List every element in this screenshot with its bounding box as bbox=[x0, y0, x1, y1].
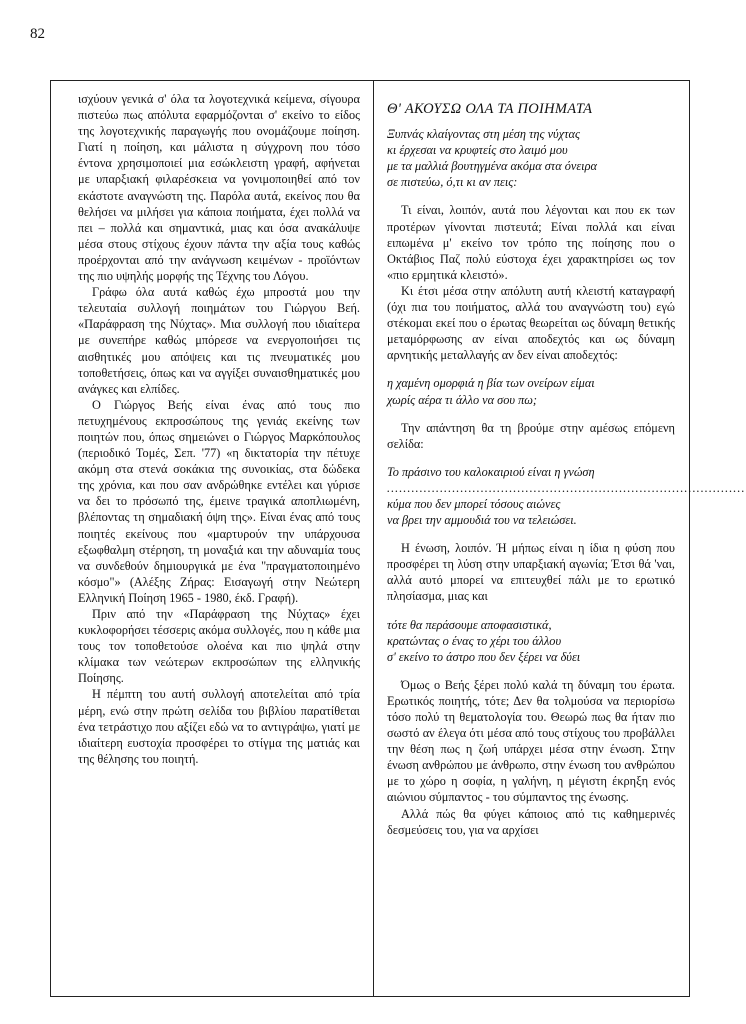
column-divider bbox=[373, 81, 374, 996]
right-paragraph-6: Αλλά πώς θα φύγει κάποιος από τις καθημερινές δεσμεύσεις του, για να αρχίσει bbox=[387, 806, 675, 837]
verse-line: κι έρχεσαι να κρυφτείς στο λαιμό μου bbox=[387, 143, 568, 158]
verse-quote-2 bbox=[387, 375, 675, 407]
left-paragraph-4: Πριν από την «Παράφραση της Νύχτας» έχει κυκλοφορήσει τέσσερις ακόμα συλλογές, που η κάθε μια τους τον τοποθετούσε ολοένα και πιο ψηλά στην κλίμακα των νεώτερων εκπροσώπων της ελληνικής Ποίησης. bbox=[78, 607, 360, 686]
section-title: Θ' ΑΚΟΥΣΩ ΟΛΑ ΤΑ ΠΟΙΗΜΑΤΑ bbox=[387, 101, 593, 117]
verse-line: Ξυπνάς κλαίγοντας στη μέση της νύχτας bbox=[387, 127, 580, 142]
verse-line: Το πράσινο του καλοκαιριού είναι η γνώση bbox=[387, 464, 595, 479]
verse-quote-3 bbox=[387, 464, 746, 528]
left-paragraph-5: Η πέμπτη του αυτή συλλογή αποτελείται από τρία μέρη, ενώ στην πρώτη σελίδα του βιβλίου παρατίθεται ένα τετράστιχο που αξίζει εδώ να το αντιγράψω, γιατί με ιδιαίτερη ευστοχία προσφέρει το στίγμα της ματιάς και της θέλησης του ποιητή. bbox=[78, 687, 360, 766]
right-paragraph-3: Την απάντηση θα τη βρούμε στην αμέσως επόμενη σελίδα: bbox=[387, 420, 675, 451]
verse-line: να βρει την αμμουδιά του να τελειώσει. bbox=[387, 513, 577, 528]
right-paragraph-2: Κι έτσι μέσα στην απόλυτη αυτή κλειστή καταγραφή (όχι πια του ποιήματος, αλλά του αναγνώστη του) εγώ στέκομαι εκεί που ο έρωτας θεωρείται ως δύναμη θετικής μεταμόρφωσης αν είναι αποδεχτός και ως δύναμη αρνητικής μεταλλαγής αν δεν είναι αποδεχτός: bbox=[387, 283, 675, 363]
verse-line: χωρίς αέρα τι άλλο να σου πω; bbox=[387, 392, 538, 407]
ellipsis-line: ........................................................................................ bbox=[387, 480, 746, 495]
verse-line: με τα μαλλιά βουτηγμένα ακόμα στα όνειρα bbox=[387, 159, 597, 174]
left-paragraph-2: Γράφω όλα αυτά καθώς έχω μπροστά μου την τελευταία συλλογή ποιημάτων του Γιώργου Βεή. «Παράφραση της Νύχτας». Μια συλλογή που ιδιαίτερα με συνεπήρε καθώς μπόρεσε να ενεργοποιήσει τις αισθητικές μου απόψεις και τις πνευματικές μου τοποθετήσεις, όπως και να αγγίξει συναισθηματικές μου ανάγκες και ελπίδες. bbox=[78, 285, 360, 396]
right-column bbox=[387, 91, 746, 838]
page-number: 82 bbox=[30, 26, 45, 42]
verse-quote-1 bbox=[387, 126, 675, 190]
verse-line: τότε θα περάσουμε αποφασιστικά, bbox=[387, 617, 552, 632]
right-paragraph-1: Τι είναι, λοιπόν, αυτά που λέγονται και που εκ των προτέρων γίνονται πιστευτά; Είναι πολλά και είναι ειπωμένα μ' εκείνο τον τρόπο της ποίησης που ο Οκτάβιος Παζ πολύ εύστοχα έχει χαρακτηρίσει ως τον «πιο ερμητικά κλειστό». bbox=[387, 203, 675, 282]
left-column bbox=[78, 91, 360, 767]
verse-line: κρατώντας ο ένας το χέρι του άλλου bbox=[387, 633, 562, 648]
right-paragraph-5: Όμως ο Βεής ξέρει πολύ καλά τη δύναμη του έρωτα. Ερωτικός ποιητής, τότε; Δεν θα τολμούσα να περιορίσω τόσο πολύ τη θεματολογία του. Θεωρώ πως θα ήταν πιο σωστό αν έλεγα ότι μέσα από τους στίχους του προβάλλει την θέση πως η ζωή υπάρχει μέσα στην ένωση. Στην ένωση ανθρώπου με άνθρωπο, στην ένωση του ανθρώπου με το χώρο η σοφία, η γαλήνη, η μέγιστη έκρηξη ενός αιώνιου σύμπαντος - του σύμπαντος της ένωσης. bbox=[387, 677, 675, 805]
verse-line: η χαμένη ομορφιά η βία των ονείρων είμαι bbox=[387, 376, 595, 391]
left-paragraph-3: Ο Γιώργος Βεής είναι ένας από τους πιο πετυχημένους εκπροσώπους της γενιάς εκείνης των ποιητών που, όπως σημειώνει ο Γιώργος Μαρκόπουλος (περιοδικό Τομές, Σεπ. '77) «η δικτατορία την πέτυχε ακόμη στα στενά σοκάκια της συνοικίας, στα δώδεκα της χρόνια, και που σαν ανδρώθηκε εντέλει και γύρισε να δει το πρόσωπό της, έμεινε τραγικά αποπλιωμένη, βλέποντας τη σημαδιακή όψη της». Είναι ένας από τους ποιητές εκείνους που «μαρτυρούν την υπάρχουσα εξωφθαλμη στέρηση, τη μοναξιά και την αδυναμία τους να συνδεθούν δημιουργικά με ένα "πραγματοποιημένο κόσμο"» (Αλέξης Ζήρας: Εισαγωγή στην Νεώτερη Ελληνική Ποίηση 1965 - 1980, έκδ. Γραφή). bbox=[78, 397, 360, 605]
right-paragraph-4: Η ένωση, λοιπόν. Ή μήπως είναι η ίδια η φύση που προσφέρει τη λύση στην υπαρξιακή αγωνία; Έτσι θά 'ναι, αλλά αυτό μπορεί να επιτευχθεί πάλι με το ερωτικό πλησίασμα, μιας και bbox=[387, 541, 675, 604]
verse-quote-4 bbox=[387, 617, 675, 665]
article-frame bbox=[50, 80, 746, 997]
left-paragraph-1: ισχύουν γενικά σ' όλα τα λογοτεχνικά κείμενα, σίγουρα πιστεύω πως απόλυτα εφαρμόζονται σ' εκείνο το είδος της λογοτεχνικής παραγωγής που ονομάζουμε ποίηση. Γιατί η ποίηση, και μάλιστα η σύγχρονη που τόσο έντονα χρησιμοποιεί μια εσώκλειστη γραφή, αφήνεται με υπαρξιακή φιλαρέσκεια να γονιμοποιηθεί από τον εκάστοτε αναγνώστη της. Παρόλα αυτά, εκείνος που θα θελήσει να μιλήσει για κάποια ποιήματα, έχει πολλά να πει – πολλά και σημαντικά, μιας και όσα ανακάλυψε μέσα στους στίχους έχουν πάντα την αξία τους καθώς προέρχονται από την ανάγνωση κειμένων - προϊόντων της πιο υψηλής μορφής της Τέχνης του Λόγου. bbox=[78, 92, 360, 284]
verse-line: σε πιστεύω, ό,τι κι αν πεις: bbox=[387, 175, 518, 190]
verse-line: σ' εκείνο το άστρο που δεν ξέρει να δύει bbox=[387, 649, 581, 664]
verse-line: κύμα που δεν μπορεί τόσους αιώνες bbox=[387, 496, 561, 511]
